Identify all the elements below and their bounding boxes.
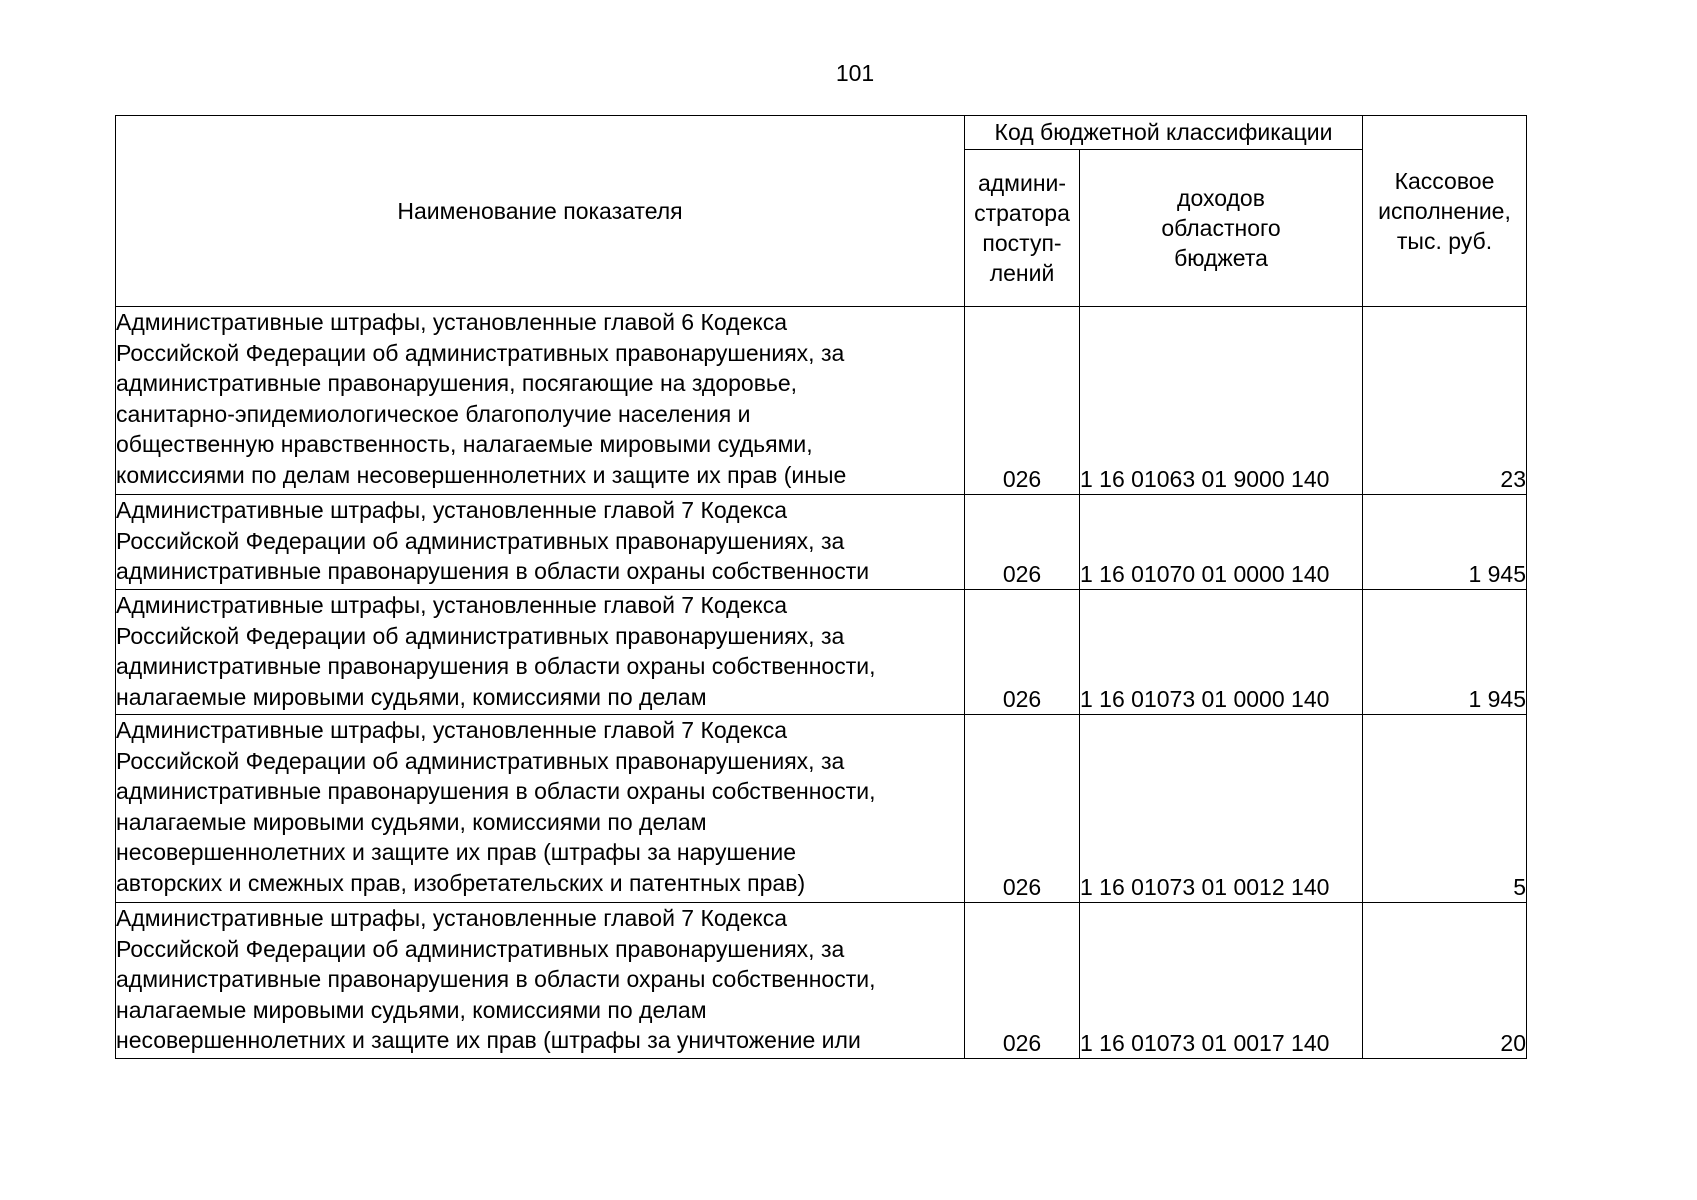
row-admin-code: 026 xyxy=(965,715,1080,903)
row-admin-code: 026 xyxy=(965,903,1080,1059)
header-indicator-name: Наименование показателя xyxy=(116,116,965,307)
row-name: Административные штрафы, установленные главой 7 Кодекса Российской Федерации об административных правонарушениях, за административные правонарушения в области охраны собственности, налагаемые мировыми судьями, комиссиями по делам несовершеннолетних и защите их прав (штрафы за уничтожение или xyxy=(116,903,965,1059)
row-income-code: 1 16 01073 01 0012 140 xyxy=(1080,715,1363,903)
header-cash-execution xyxy=(1363,116,1527,307)
header-administrator xyxy=(965,150,1080,307)
row-name: Административные штрафы, установленные главой 7 Кодекса Российской Федерации об административных правонарушениях, за административные правонарушения в области охраны собственности, налагаемые мировыми судьями, комиссиями по делам xyxy=(116,590,965,715)
row-amount: 20 xyxy=(1363,903,1527,1059)
row-name: Административные штрафы, установленные главой 7 Кодекса Российской Федерации об административных правонарушениях, за административные правонарушения в области охраны собственности, налагаемые мировыми судьями, комиссиями по делам несовершеннолетних и защите их прав (штрафы за нарушение авторских и смежных прав, изобретательских и патентных прав) xyxy=(116,715,965,903)
row-name: Административные штрафы, установленные главой 6 Кодекса Российской Федерации об административных правонарушениях, за административные правонарушения, посягающие на здоровье, санитарно-эпидемиологическое благополучие населения и общественную нравственность, налагаемые мировыми судьями, комиссиями по делам несовершеннолетних и защите их прав (иные xyxy=(116,307,965,495)
page-number: 101 xyxy=(835,60,875,86)
header-cash-execution-label: Кассовое исполнение, тыс. руб. xyxy=(1378,168,1511,254)
row-income-code: 1 16 01063 01 9000 140 xyxy=(1080,307,1363,495)
table-row xyxy=(116,495,1527,590)
row-amount: 1 945 xyxy=(1363,590,1527,715)
table-body xyxy=(116,307,1527,1059)
table-header xyxy=(116,116,1527,307)
table-row xyxy=(116,307,1527,495)
table-row xyxy=(116,715,1527,903)
row-admin-code: 026 xyxy=(965,590,1080,715)
row-amount: 23 xyxy=(1363,307,1527,495)
table-row xyxy=(116,903,1527,1059)
row-amount: 1 945 xyxy=(1363,495,1527,590)
row-income-code: 1 16 01073 01 0017 140 xyxy=(1080,903,1363,1059)
header-administrator-label: админи- стратора поступ- лений xyxy=(974,170,1070,286)
header-income xyxy=(1080,150,1363,307)
row-amount: 5 xyxy=(1363,715,1527,903)
header-income-label: доходов областного бюджета xyxy=(1161,185,1281,271)
row-admin-code: 026 xyxy=(965,307,1080,495)
header-budget-code: Код бюджетной классификации xyxy=(965,116,1363,150)
row-income-code: 1 16 01070 01 0000 140 xyxy=(1080,495,1363,590)
row-income-code: 1 16 01073 01 0000 140 xyxy=(1080,590,1363,715)
budget-table xyxy=(115,115,1527,1059)
table-row xyxy=(116,590,1527,715)
row-name: Административные штрафы, установленные главой 7 Кодекса Российской Федерации об административных правонарушениях, за административные правонарушения в области охраны собственности xyxy=(116,495,965,590)
row-admin-code: 026 xyxy=(965,495,1080,590)
